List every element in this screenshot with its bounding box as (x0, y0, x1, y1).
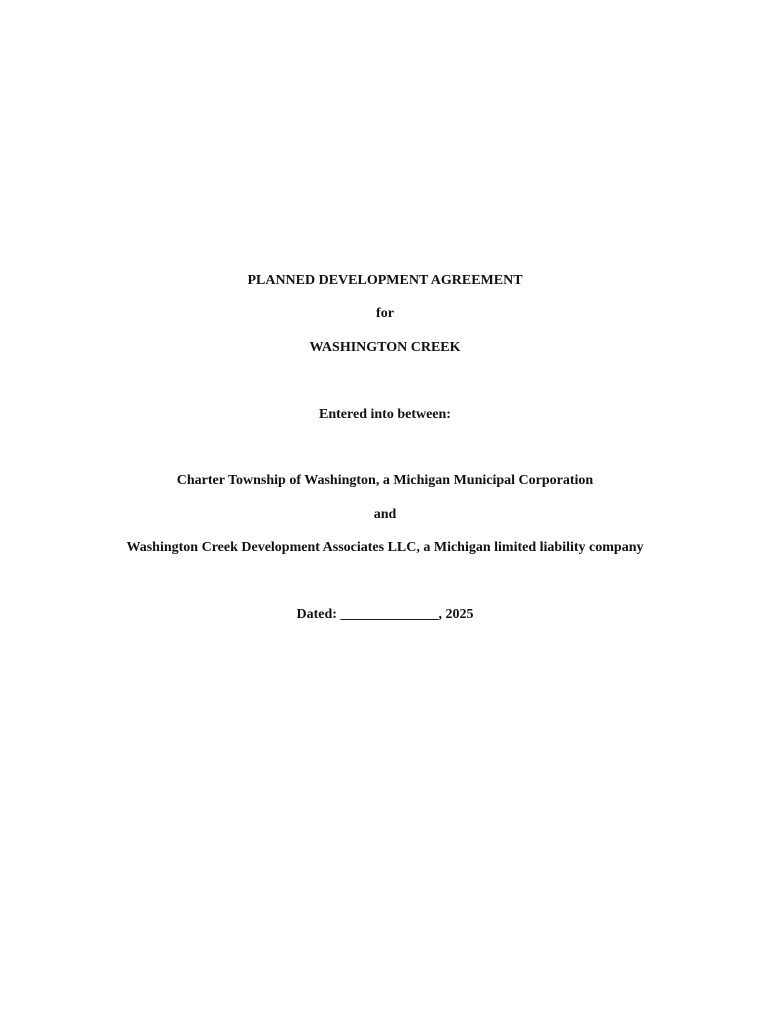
for-text: for (376, 306, 394, 321)
conjunction-text: and (373, 507, 397, 522)
party-two: Washington Creek Development Associates LLC, a Michigan limited liability company (126, 540, 644, 555)
dated-line: Dated: ______________, 2025 (296, 607, 474, 622)
entered-into-text: Entered into between: (319, 407, 451, 422)
project-name: WASHINGTON CREEK (309, 340, 461, 355)
party-one: Charter Township of Washington, a Michigan Municipal Corporation (176, 473, 594, 488)
document-title: PLANNED DEVELOPMENT AGREEMENT (247, 273, 523, 288)
